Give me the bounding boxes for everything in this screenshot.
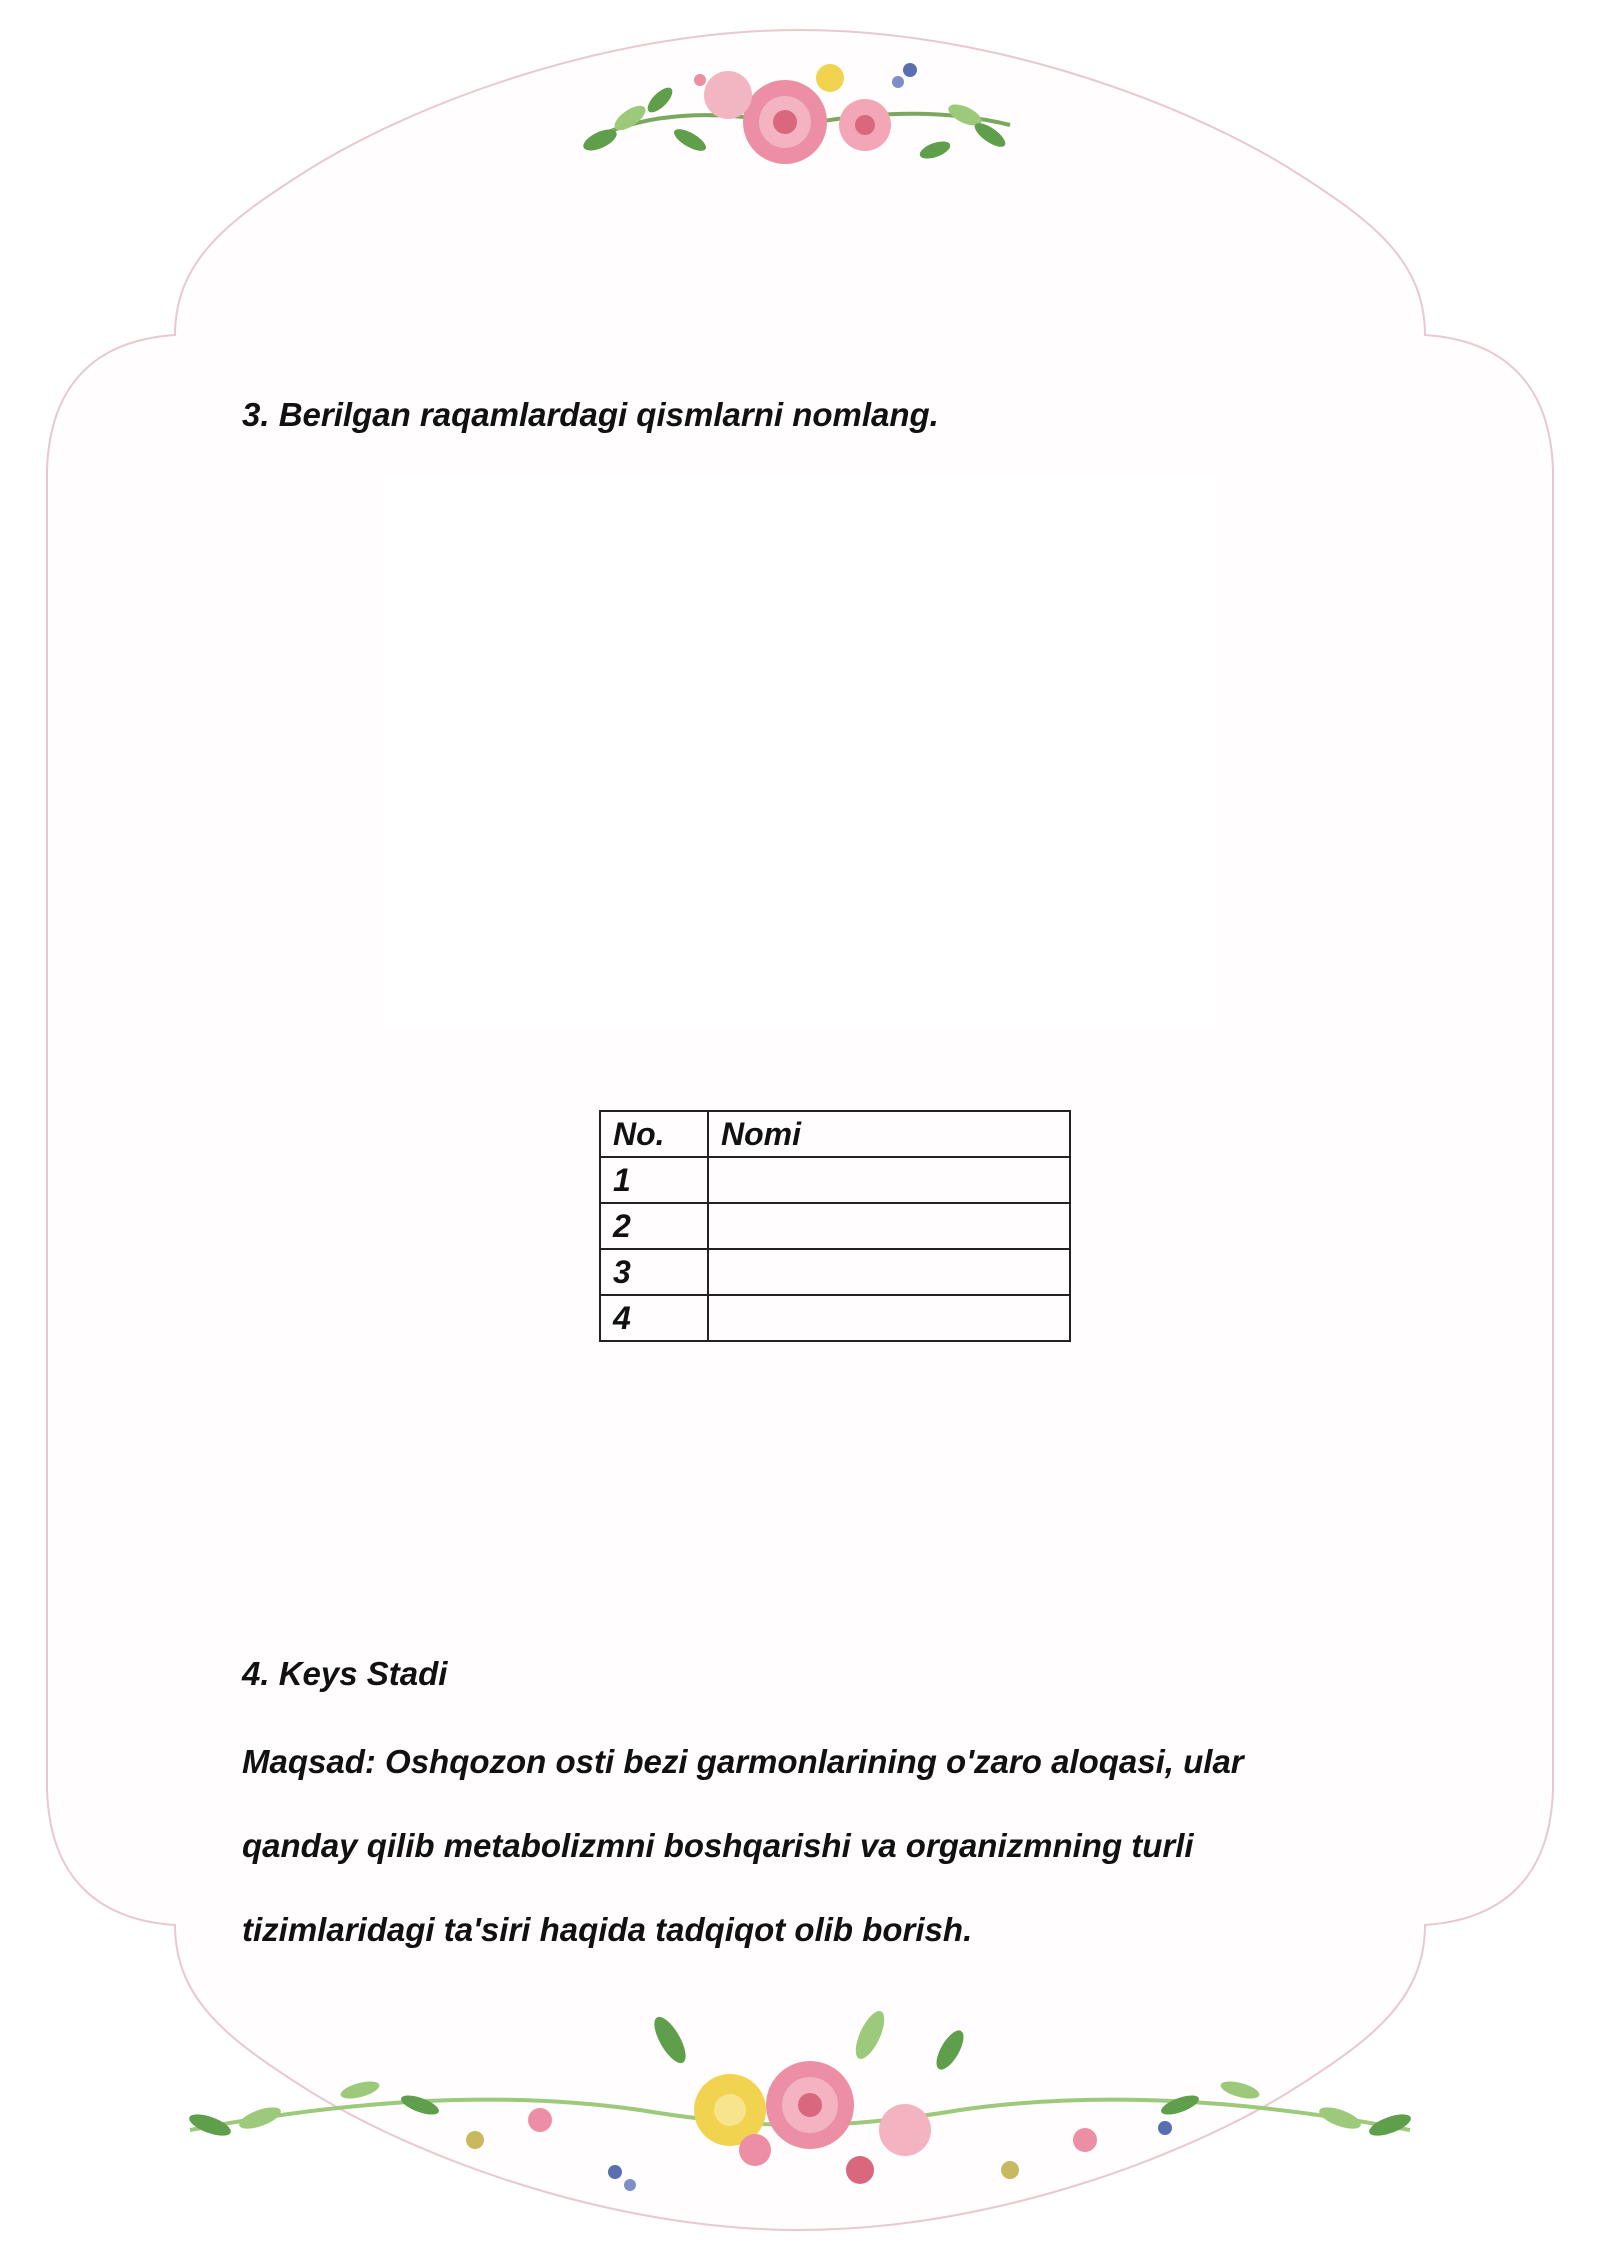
table-row xyxy=(600,1203,1070,1249)
name-answer-cell[interactable] xyxy=(708,1295,1070,1341)
case-study-goal xyxy=(242,1720,1292,1972)
table-row xyxy=(600,1295,1070,1341)
answer-table xyxy=(599,1110,1071,1342)
goal-line: tizimlaridagi ta'siri haqida tadqiqot olib borish. xyxy=(242,1911,973,1948)
name-answer-cell[interactable] xyxy=(708,1249,1070,1295)
question-3-title: 3. Berilgan raqamlardagi qismlarni nomlang. xyxy=(242,396,939,433)
row-number-cell: 4 xyxy=(600,1295,708,1341)
goal-line: qanday qilib metabolizmni boshqarishi va organizmning turli xyxy=(242,1827,1194,1864)
row-number-cell: 2 xyxy=(600,1203,708,1249)
blank-figure-area xyxy=(380,470,1220,1030)
table-row xyxy=(600,1157,1070,1203)
table-row xyxy=(600,1249,1070,1295)
table-header-row xyxy=(600,1111,1070,1157)
column-header-no: No. xyxy=(600,1111,708,1157)
question-4-title: 4. Keys Stadi xyxy=(242,1655,448,1692)
column-header-nomi: Nomi xyxy=(708,1111,1070,1157)
row-number-cell: 3 xyxy=(600,1249,708,1295)
goal-line: Maqsad: Oshqozon osti bezi garmonlarining o'zaro aloqasi, ular xyxy=(242,1743,1244,1780)
name-answer-cell[interactable] xyxy=(708,1203,1070,1249)
name-answer-cell[interactable] xyxy=(708,1157,1070,1203)
row-number-cell: 1 xyxy=(600,1157,708,1203)
